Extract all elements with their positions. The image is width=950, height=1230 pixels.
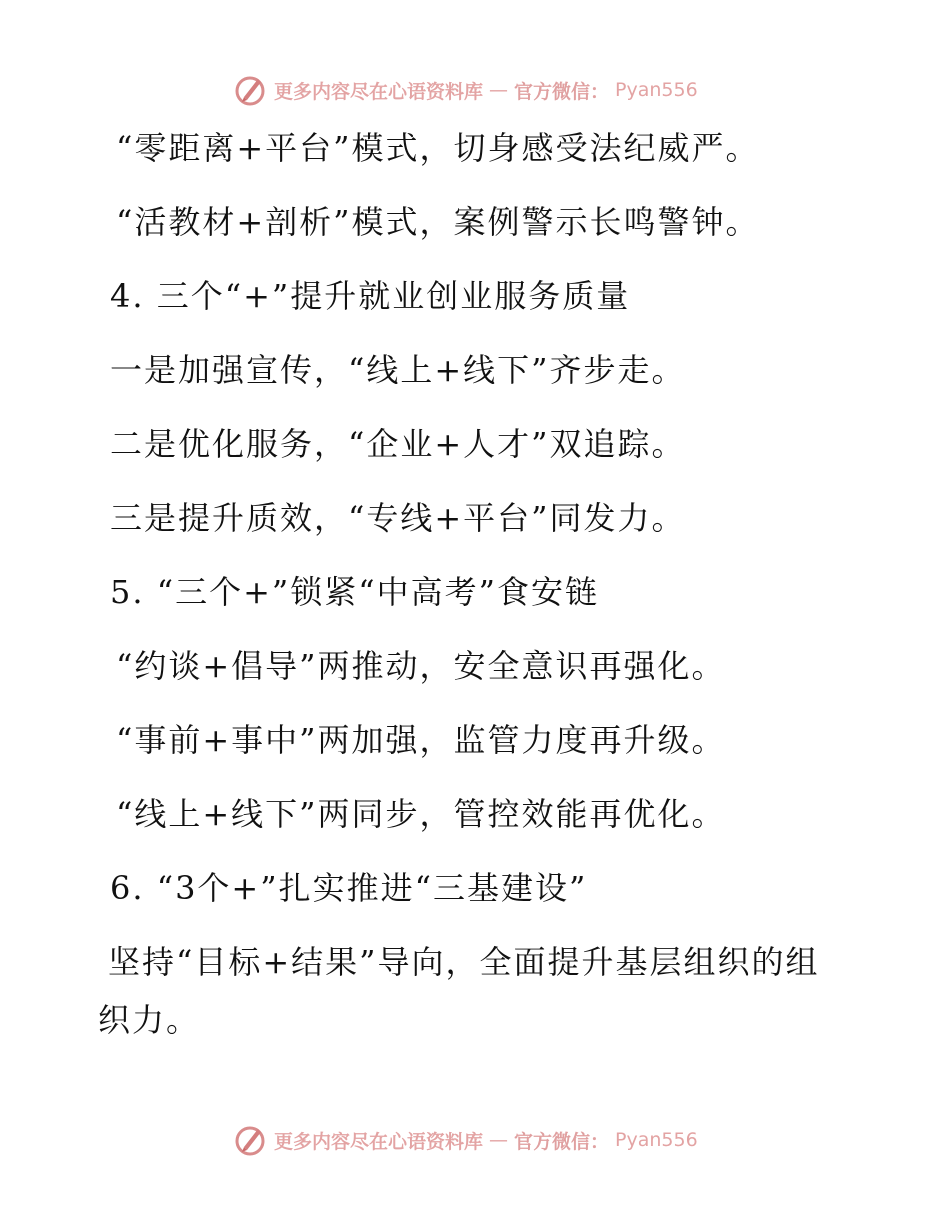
watermark-text: 更多内容尽在心语资料库: [274, 80, 484, 103]
text-line: “活教材+剖析”模式，案例警示长鸣警钟。: [116, 203, 760, 241]
section-heading: 5. “三个+”锁紧“中高考”食安链: [110, 573, 599, 611]
text-line: 坚持“目标+结果”导向，全面提升基层组织的组: [108, 943, 820, 981]
text-line: “零距离+平台”模式，切身感受法纪威严。: [116, 129, 760, 167]
watermark-wechat-label: 官方微信：: [514, 1130, 610, 1153]
text-line: 一是加强宣传，“线上+线下”齐步走。: [110, 351, 686, 389]
watermark-dash: —: [489, 79, 509, 101]
watermark-wechat-id: Pyan556: [615, 1129, 698, 1151]
watermark-wechat-id: Pyan556: [615, 79, 698, 101]
text-line: “约谈+倡导”两推动，安全意识再强化。: [116, 647, 726, 685]
logo-icon: [234, 1123, 268, 1157]
watermark-text: 更多内容尽在心语资料库: [274, 1130, 484, 1153]
logo-icon: [234, 73, 268, 107]
text-line: 三是提升质效，“专线+平台”同发力。: [110, 499, 686, 537]
text-line: “事前+事中”两加强，监管力度再升级。: [116, 721, 726, 759]
watermark-dash: —: [489, 1129, 509, 1151]
watermark-wechat-label: 官方微信：: [514, 80, 610, 103]
text-line: “线上+线下”两同步，管控效能再优化。: [116, 795, 726, 833]
text-line: 二是优化服务，“企业+人才”双追踪。: [110, 425, 686, 463]
footer-watermark: [234, 1122, 698, 1158]
header-watermark: [234, 72, 698, 108]
text-line: 织力。: [98, 1001, 201, 1039]
section-heading: 4. 三个“+”提升就业创业服务质量: [110, 277, 631, 315]
section-heading: 6. “3个+”扎实推进“三基建设”: [110, 869, 588, 907]
